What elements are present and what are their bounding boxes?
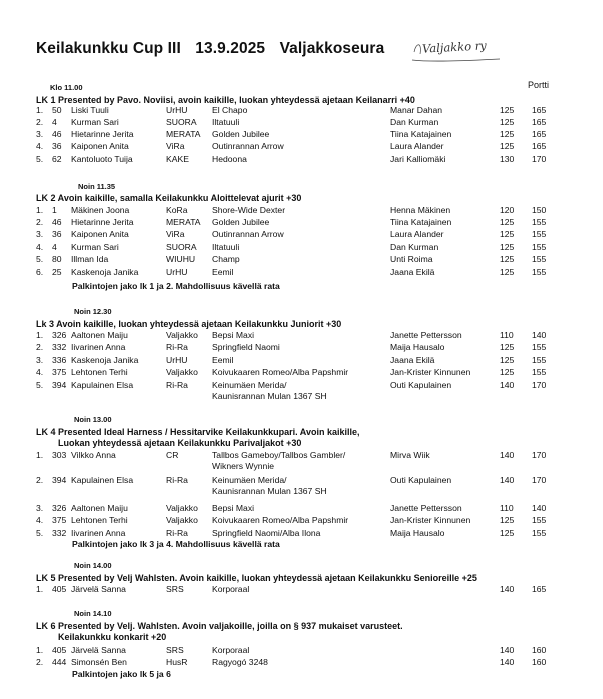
portti-value: 160 [532, 657, 547, 667]
points-value: 110 [500, 503, 514, 513]
groom-name: Maija Hausalo [390, 528, 445, 538]
points-value: 125 [500, 342, 515, 352]
club-code: Ri-Ra [166, 528, 188, 538]
portti-value: 160 [532, 645, 547, 655]
horse-name: Shore-Wide Dexter [212, 205, 286, 215]
groom-name: Maija Hausalo [390, 342, 445, 352]
driver-name: Lehtonen Terhi [71, 367, 128, 377]
groom-name: Unti Roima [390, 254, 433, 264]
driver-name: Aaltonen Maiju [71, 330, 128, 340]
entry-row-continued [0, 391, 603, 403]
club-code: ViRa [166, 141, 185, 151]
portti-value: 155 [532, 242, 547, 252]
entry-number: 326 [52, 330, 67, 340]
horse-name: Koivukaaren Romeo/Alba Papshmir [212, 515, 349, 525]
entry-row [0, 584, 603, 596]
portti-value: 165 [532, 584, 547, 594]
driver-name: Järvelä Sanna [71, 645, 126, 655]
driver-name: Kurman Sari [71, 117, 119, 127]
class-start-time: Noin 13.00 [74, 415, 112, 424]
points-value: 125 [500, 367, 515, 377]
entry-number: 375 [52, 515, 67, 525]
horse-name: Golden Jubilee [212, 217, 270, 227]
horse-name: Keinumäen Merida/ [212, 475, 287, 485]
portti-value: 140 [532, 330, 547, 340]
entry-position: 5. [36, 528, 44, 538]
points-value: 140 [500, 450, 515, 460]
horse-name: Hedoona [212, 154, 247, 164]
event-title: Keilakunkku Cup III [36, 40, 181, 57]
horse-name: Eemil [212, 267, 234, 277]
entry-position: 4. [36, 242, 44, 252]
entry-row [0, 229, 603, 241]
entry-position: 4. [36, 367, 44, 377]
entry-number: 4 [52, 242, 57, 252]
portti-value: 170 [532, 154, 547, 164]
points-value: 125 [500, 229, 515, 239]
entry-position: 5. [36, 154, 44, 164]
entry-row [0, 141, 603, 153]
portti-value: 150 [532, 205, 547, 215]
portti-value: 165 [532, 117, 547, 127]
entry-row [0, 129, 603, 141]
entry-position: 3. [36, 503, 44, 513]
entry-number: 405 [52, 645, 67, 655]
driver-name: Järvelä Sanna [71, 584, 126, 594]
entry-number: 303 [52, 450, 67, 460]
club-code: UrHU [166, 355, 188, 365]
groom-name: Jaana Ekilä [390, 355, 435, 365]
entry-row [0, 355, 603, 367]
entry-row [0, 254, 603, 266]
horse-name: Bepsi Maxi [212, 330, 255, 340]
class-title: LK 6 Presented by Velj. Wahlsten. Avoin valjakoille, joilla on § 937 mukaiset varusteet. [36, 621, 403, 631]
entry-number: 336 [52, 355, 67, 365]
portti-column-header: Portti [528, 80, 550, 90]
driver-name: Kantoluoto Tuija [71, 154, 133, 164]
groom-name: Dan Kurman [390, 117, 439, 127]
entry-row-continued [0, 486, 603, 498]
entry-number: 46 [52, 129, 62, 139]
entry-position: 1. [36, 105, 44, 115]
horse-name: Outinrannan Arrow [212, 141, 284, 151]
entry-row [0, 117, 603, 129]
entry-row [0, 330, 603, 342]
driver-name: Hietarinne Jerita [71, 217, 134, 227]
points-value: 125 [500, 528, 515, 538]
horse-name-continued: Wikners Wynnie [212, 461, 275, 471]
entry-row [0, 367, 603, 379]
portti-value: 155 [532, 267, 547, 277]
groom-name: Tiina Katajainen [390, 129, 452, 139]
groom-name: Laura Alander [390, 141, 444, 151]
entry-position: 1. [36, 330, 44, 340]
club-code: UrHU [166, 105, 188, 115]
portti-value: 155 [532, 367, 547, 377]
portti-value: 155 [532, 528, 547, 538]
portti-value: 155 [532, 515, 547, 525]
portti-value: 155 [532, 229, 547, 239]
groom-name: Laura Alander [390, 229, 444, 239]
entry-row [0, 267, 603, 279]
prize-note: Palkintojen jako lk 5 ja 6 [72, 669, 171, 679]
club-code: UrHU [166, 267, 188, 277]
portti-value: 155 [532, 342, 547, 352]
horse-name: Eemil [212, 355, 234, 365]
driver-name: Hietarinne Jerita [71, 129, 134, 139]
class-title-continued: Keilakunkku konkarit +20 [58, 632, 167, 642]
points-value: 125 [500, 141, 515, 151]
club-code: Valjakko [166, 503, 198, 513]
horse-name-continued: Kaunisrannan Mulan 1367 SH [212, 486, 327, 496]
entry-number: 405 [52, 584, 67, 594]
groom-name: Janette Pettersson [390, 503, 462, 513]
organizer-name: Valjakkoseura [279, 40, 385, 57]
entry-number: 80 [52, 254, 62, 264]
entry-position: 2. [36, 342, 44, 352]
points-value: 140 [500, 584, 515, 594]
club-code: CR [166, 450, 179, 460]
points-value: 125 [500, 129, 515, 139]
club-code: MERATA [166, 129, 201, 139]
entry-position: 3. [36, 129, 44, 139]
club-code: SUORA [166, 117, 197, 127]
points-value: 140 [500, 380, 515, 390]
club-code: HusR [166, 657, 188, 667]
entry-row [0, 342, 603, 354]
club-code: MERATA [166, 217, 201, 227]
entry-number: 1 [52, 205, 57, 215]
horse-name: Koivukaaren Romeo/Alba Papshmir [212, 367, 349, 377]
groom-name: Tiina Katajainen [390, 217, 452, 227]
points-value: 140 [500, 645, 515, 655]
horse-name: Outinrannan Arrow [212, 229, 284, 239]
portti-value: 155 [532, 355, 547, 365]
driver-name: Aaltonen Maiju [71, 503, 128, 513]
signature-text: Valjakko ry [421, 38, 488, 56]
horse-name: Keinumäen Merida/ [212, 380, 287, 390]
portti-value: 170 [532, 450, 547, 460]
driver-name: Kaskenoja Janika [71, 355, 139, 365]
entry-row [0, 154, 603, 166]
groom-name: Janette Pettersson [390, 330, 462, 340]
horse-name: Korporaal [212, 584, 250, 594]
entry-number: 394 [52, 475, 67, 485]
entry-row [0, 205, 603, 217]
horse-name: Springfield Naomi [212, 342, 280, 352]
points-value: 140 [500, 475, 515, 485]
entry-number: 332 [52, 528, 67, 538]
event-date: 13.9.2025 [195, 40, 266, 57]
horse-name: Iltatuuli [212, 117, 240, 127]
driver-name: Iivarinen Anna [71, 342, 126, 352]
groom-name: Jari Kalliomäki [390, 154, 446, 164]
class-title: LK 4 Presented Ideal Harness / Hessitarvike Keilakunkkupari. Avoin kaikille, [36, 427, 360, 437]
entry-number: 444 [52, 657, 67, 667]
entry-number: 36 [52, 141, 62, 151]
horse-name: El Chapo [212, 105, 248, 115]
points-value: 130 [500, 154, 515, 164]
prize-note: Palkintojen jako lk 3 ja 4. Mahdollisuus kävellä rata [72, 539, 280, 549]
club-code: KAKE [166, 154, 189, 164]
entry-row [0, 657, 603, 669]
entry-position: 2. [36, 117, 44, 127]
points-value: 125 [500, 217, 515, 227]
entry-row [0, 645, 603, 657]
class-start-time: Noin 11.35 [78, 182, 116, 191]
club-code: Ri-Ra [166, 380, 188, 390]
driver-name: Liski Tuuli [71, 105, 109, 115]
class-start-time: Klo 11.00 [50, 83, 83, 92]
driver-name: Kapulainen Elsa [71, 380, 134, 390]
entry-row [0, 105, 603, 117]
horse-name: Tallbos Gameboy/Tallbos Gambler/ [212, 450, 346, 460]
club-code: SRS [166, 584, 184, 594]
portti-value: 170 [532, 380, 547, 390]
club-code: ViRa [166, 229, 185, 239]
groom-name: Outi Kapulainen [390, 380, 452, 390]
portti-value: 140 [532, 503, 547, 513]
entry-position: 3. [36, 355, 44, 365]
points-value: 125 [500, 254, 515, 264]
entry-position: 6. [36, 267, 44, 277]
entry-number: 36 [52, 229, 62, 239]
entry-row [0, 242, 603, 254]
entry-number: 62 [52, 154, 62, 164]
points-value: 120 [500, 205, 515, 215]
class-start-time: Noin 14.00 [74, 561, 112, 570]
points-value: 125 [500, 242, 515, 252]
driver-name: Kaiponen Anita [71, 141, 129, 151]
groom-name: Dan Kurman [390, 242, 439, 252]
portti-value: 165 [532, 105, 547, 115]
entry-row-continued [0, 461, 603, 473]
entry-number: 4 [52, 117, 57, 127]
groom-name: Outi Kapulainen [390, 475, 452, 485]
entry-number: 326 [52, 503, 67, 513]
horse-name: Golden Jubilee [212, 129, 270, 139]
entry-number: 46 [52, 217, 62, 227]
class-title-continued: Luokan yhteydessä ajetaan Keilakunkku Parivaljakot +30 [58, 438, 302, 448]
groom-name: Jaana Ekilä [390, 267, 435, 277]
driver-name: Kapulainen Elsa [71, 475, 134, 485]
club-code: Valjakko [166, 330, 198, 340]
entry-position: 1. [36, 205, 44, 215]
club-code: Valjakko [166, 515, 198, 525]
driver-name: Vilkko Anna [71, 450, 116, 460]
groom-name: Mirva Wiik [390, 450, 430, 460]
entry-number: 25 [52, 267, 62, 277]
points-value: 125 [500, 267, 515, 277]
document-header [36, 40, 394, 58]
groom-name: Jan-Krister Kinnunen [390, 367, 471, 377]
entry-position: 3. [36, 229, 44, 239]
entry-number: 50 [52, 105, 62, 115]
entry-row [0, 217, 603, 229]
club-code: SUORA [166, 242, 197, 252]
entry-position: 2. [36, 475, 44, 485]
entry-position: 5. [36, 254, 44, 264]
entry-row [0, 515, 603, 527]
horse-name: Bepsi Maxi [212, 503, 255, 513]
groom-name: Jan-Krister Kinnunen [390, 515, 471, 525]
driver-name: Kaskenoja Janika [71, 267, 139, 277]
entry-number: 332 [52, 342, 67, 352]
club-code: WIUHU [166, 254, 196, 264]
class-title: LK 5 Presented by Velj Wahlsten. Avoin kaikille, luokan yhteydessä ajetaan Keilakunkku Senioreille +25 [36, 573, 477, 583]
driver-name: Lehtonen Terhi [71, 515, 128, 525]
points-value: 125 [500, 117, 515, 127]
driver-name: Mäkinen Joona [71, 205, 130, 215]
driver-name: Kaiponen Anita [71, 229, 129, 239]
horse-name: Korporaal [212, 645, 250, 655]
entry-number: 394 [52, 380, 67, 390]
points-value: 125 [500, 355, 515, 365]
driver-name: Iivarinen Anna [71, 528, 126, 538]
entry-position: 2. [36, 217, 44, 227]
driver-name: Illman Ida [71, 254, 109, 264]
signature-logo [410, 38, 502, 66]
class-start-time: Noin 14.10 [74, 609, 112, 618]
portti-value: 165 [532, 129, 547, 139]
class-title: LK 1 Presented by Pavo. Noviisi, avoin kaikille, luokan yhteydessä ajetaan Keilanarri +40 [36, 95, 415, 105]
entry-position: 4. [36, 141, 44, 151]
entry-number: 375 [52, 367, 67, 377]
prize-note: Palkintojen jako lk 1 ja 2. Mahdollisuus kävellä rata [72, 281, 280, 291]
class-title: Lk 3 Avoin kaikille, luokan yhteydessä ajetaan Keilakunkku Juniorit +30 [36, 319, 342, 329]
entry-position: 2. [36, 657, 44, 667]
club-code: SRS [166, 645, 184, 655]
class-title: LK 2 Avoin kaikille, samalla Keilakunkku Aloittelevat ajurit +30 [36, 193, 302, 203]
points-value: 125 [500, 105, 515, 115]
portti-value: 155 [532, 217, 547, 227]
horse-name-continued: Kaunisrannan Mulan 1367 SH [212, 391, 327, 401]
horse-name: Springfield Naomi/Alba Ilona [212, 528, 321, 538]
club-code: Ri-Ra [166, 475, 188, 485]
horse-name: Iltatuuli [212, 242, 240, 252]
club-code: KoRa [166, 205, 188, 215]
points-value: 140 [500, 657, 515, 667]
portti-value: 155 [532, 254, 547, 264]
driver-name: Simonsén Ben [71, 657, 127, 667]
entry-position: 1. [36, 645, 44, 655]
class-start-time: Noin 12.30 [74, 307, 112, 316]
horse-name: Ragyogó 3248 [212, 657, 268, 667]
groom-name: Manar Dahan [390, 105, 443, 115]
club-code: Ri-Ra [166, 342, 188, 352]
groom-name: Henna Mäkinen [390, 205, 451, 215]
driver-name: Kurman Sari [71, 242, 119, 252]
portti-value: 170 [532, 475, 547, 485]
portti-value: 165 [532, 141, 547, 151]
entry-position: 5. [36, 380, 44, 390]
entry-position: 1. [36, 450, 44, 460]
entry-position: 4. [36, 515, 44, 525]
entry-row [0, 503, 603, 515]
club-code: Valjakko [166, 367, 198, 377]
entry-position: 1. [36, 584, 44, 594]
points-value: 110 [500, 330, 514, 340]
points-value: 125 [500, 515, 515, 525]
horse-name: Champ [212, 254, 240, 264]
